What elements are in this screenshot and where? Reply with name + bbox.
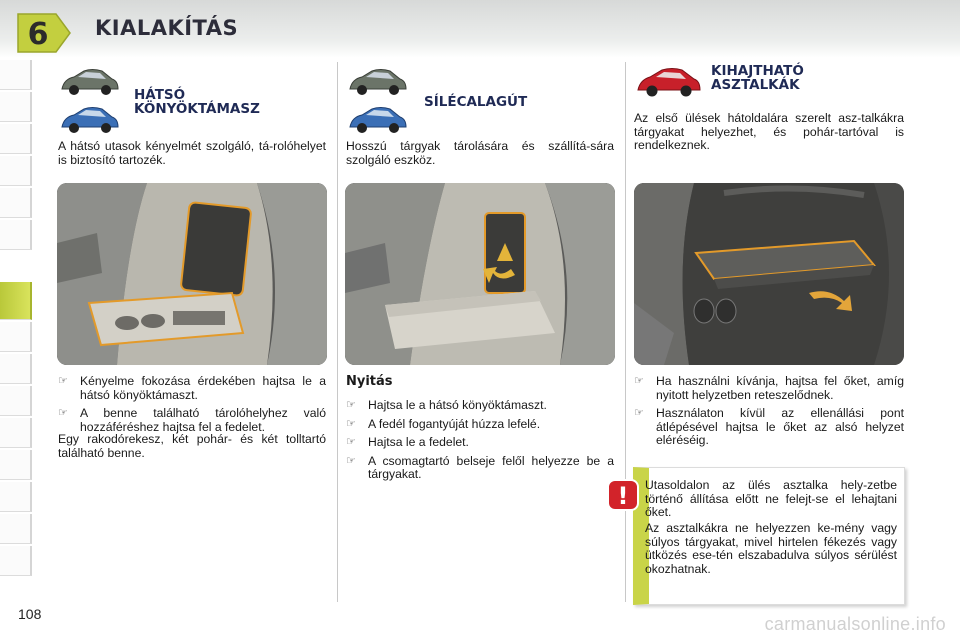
chapter-tab-rail [0,60,34,580]
list-item: ☞ A fedél fogantyúját húzza lefelé. [346,416,541,431]
chapter-tab[interactable] [0,322,32,352]
sub-heading-opening: Nyitás [346,374,393,389]
column-divider [625,62,626,602]
list-item: ☞ Használaton kívül az ellenállási pont átlépésével hajtsa le őket az alsó helyzet eléréséig. [634,406,904,447]
chapter-tab-active[interactable] [0,282,32,320]
ski-tunnel-intro: Hosszú tárgyak tárolására és szállítá-sára szolgáló eszköz. [346,139,614,167]
warning-paragraph-1: Utasoldalon az ülés asztalka hely-zetbe történő állítása előtt ne felejt-se el lehajtani őket. [645,478,897,519]
tables-photo [634,183,904,365]
car-red-icon [634,64,702,100]
chapter-tab[interactable] [0,354,32,384]
armrest-bullets [58,375,326,439]
car-blue-icon [62,108,118,134]
bullet-hand-icon: ☞ [346,454,356,467]
warning-exclamation-icon [606,478,640,512]
bullet-hand-icon: ☞ [634,407,644,419]
armrest-photo [57,183,327,365]
bullet-hand-icon: ☞ [346,399,356,411]
ski-tunnel-photo [345,183,615,365]
bullet-hand-icon: ☞ [634,375,644,387]
tables-bullets [634,375,904,453]
list-item: ☞ Kényelme fokozása érdekében hajtsa le a hátsó könyöktámaszt. [58,374,326,402]
list-item: ☞ Hajtsa le a fedelet. [346,435,469,449]
section-title-armrest: HÁTSÓ KÖNYÖKTÁMASZ [134,87,260,117]
list-item: ☞ A csomagtartó belseje felől helyezze be a tárgyakat. [346,453,614,481]
ski-tunnel-bullets [346,399,614,487]
watermark: carmanualsonline.info [764,614,946,634]
chapter-tab[interactable] [0,546,32,576]
chapter-tab[interactable] [0,92,32,122]
bullet-hand-icon: ☞ [346,436,356,448]
bullet-hand-icon: ☞ [58,407,68,419]
chapter-tab[interactable] [0,220,32,250]
section-title-ski-tunnel: SÍLÉCALAGÚT [424,94,528,110]
chapter-tab[interactable] [0,156,32,186]
car-icons-grey-blue [58,65,120,135]
car-grey-icon [62,70,118,96]
list-item: ☞ Hajtsa le a hátsó könyöktámaszt. [346,398,547,412]
chapter-tab[interactable] [0,386,32,416]
svg-text:!: ! [617,482,629,510]
page-title: KIALAKÍTÁS [95,16,239,40]
list-item: ☞ Ha használni kívánja, hajtsa fel őket, amíg nyitott helyzetben reteszelődnek. [634,374,904,402]
armrest-intro: A hátsó utasok kényelmét szolgáló, tá-rolóhelyet is biztosító tartozék. [58,139,326,167]
page-number: 108 [18,606,42,622]
chapter-tab[interactable] [0,482,32,512]
bullet-hand-icon: ☞ [346,417,356,430]
chapter-tab[interactable] [0,418,32,448]
armrest-footer: Egy rakodórekesz, két pohár- és két tolltartó található benne. [58,432,326,460]
column-divider [337,62,338,602]
chapter-tab[interactable] [0,124,32,154]
car-icons-grey-blue [346,65,408,135]
warning-paragraph-2: Az asztalkákra ne helyezzen ke-mény vagy súlyos tárgyakat, mivel hirtelen fékezés vagy ütközés ese-tén elszabadulva súlyos sérülést okozhatnak. [645,521,897,576]
chapter-tab[interactable] [0,514,32,544]
chapter-number: 6 [27,17,49,52]
bullet-hand-icon: ☞ [58,375,68,387]
chapter-tab[interactable] [0,188,32,218]
list-item: ☞ A benne található tárolóhelyhez való hozzáféréshez hajtsa fel a fedelet. [58,406,326,434]
tables-intro: Az első ülések hátoldalára szerelt asz-talkákra tárgyakat helyezhet, és pohár-tartóval is rendelkeznek. [634,111,904,152]
section-title-tables: KIHAJTHATÓ ASZTALKÁK [711,63,804,93]
chapter-tab[interactable] [0,60,32,90]
car-blue-icon [350,108,406,134]
chapter-badge [14,10,72,56]
chapter-tab[interactable] [0,450,32,480]
car-grey-icon [350,70,406,96]
